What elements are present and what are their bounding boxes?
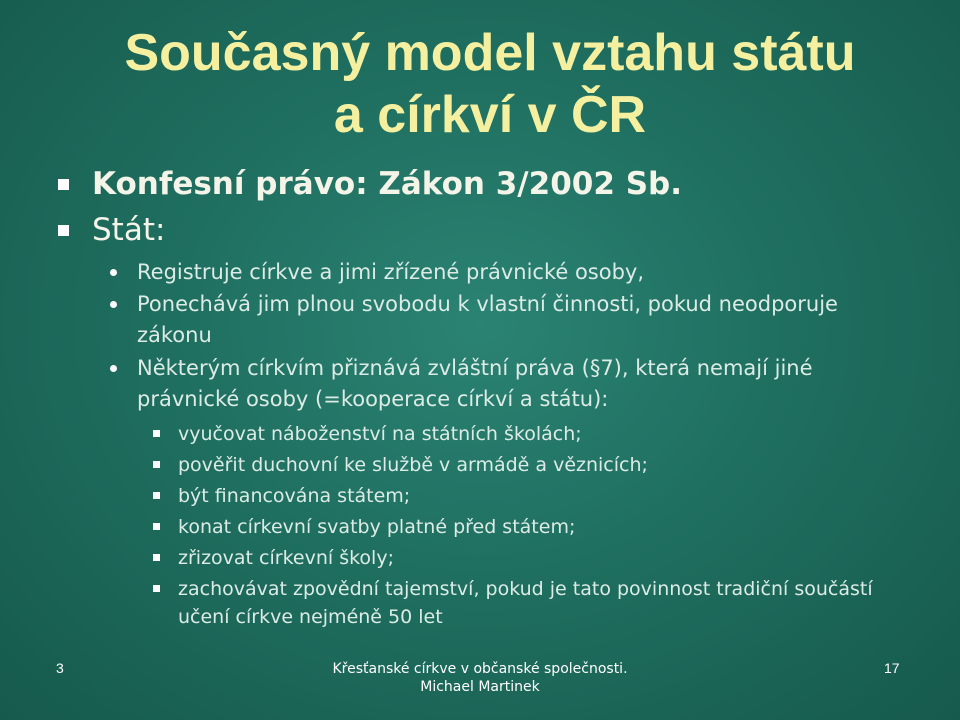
footer-caption-line-1: Křesťanské církve v občanské společnosti. [332,661,628,677]
bullet-konfesni-pravo [58,166,682,202]
slide-title [60,22,920,146]
sub-sub-bullet-text: pověřit duchovní ke službě v armádě a věznicích; [178,454,648,476]
square-bullet-icon [58,179,69,190]
sub-bullet-text: Registruje církve a jimi zřízené právnické osoby, [137,260,645,284]
square-bullet-icon [58,225,69,236]
square-bullet-icon [153,430,160,437]
sub-sub-bullet-text: konat církevní svatby platné před státem; [178,516,576,538]
title-line-1: Současný model vztahu státu [124,24,856,82]
title-line-2: a církví v ČR [333,86,647,144]
bullet-stat [58,212,165,248]
square-bullet-icon [153,554,160,561]
square-bullet-icon [153,461,160,468]
footer-caption-line-2: Michael Martinek [420,679,540,695]
sub-sub-bullet-skoly [153,544,913,572]
sub-sub-bullet-text: zřizovat církevní školy; [178,547,394,569]
sub-sub-bullet-text: být financována státem; [178,485,411,507]
round-bullet-icon [110,301,117,308]
square-bullet-icon [153,492,160,499]
sub-sub-bullet-financovana [153,482,913,510]
sub-bullet-text: Ponechává jim plnou svobodu k vlastní činnosti, pokud neodporuje zákonu [137,292,838,347]
sub-bullet-ponechava [110,289,910,351]
bullet-text: Konfesní právo: Zákon 3/2002 Sb. [92,166,682,202]
bullet-text: Stát: [92,212,166,248]
sub-bullet-nekterym [110,353,910,415]
sub-sub-bullet-vyucovat [153,420,913,448]
square-bullet-icon [153,523,160,530]
sub-sub-bullet-poverit [153,451,913,479]
sub-sub-bullet-text: vyučovat náboženství na státních školách; [178,423,582,445]
sub-sub-bullet-svatby [153,513,913,541]
sub-bullet-registruje [110,257,910,288]
footer-caption [280,660,680,696]
sub-bullet-text: Některým církvím přiznává zvláštní práva (§7), která nemají jiné právnické osoby (=kooperace církví a státu): [137,356,813,411]
sub-sub-bullet-zpovedni [153,575,913,631]
round-bullet-icon [110,365,117,372]
round-bullet-icon [110,269,117,276]
square-bullet-icon [153,585,160,592]
sub-sub-bullet-text: zachovávat zpovědní tajemství, pokud je tato povinnost tradiční součástí učení církve nejméně 50 let [178,578,873,628]
footer-page-number: 17 [884,660,900,676]
footer-slide-number: 3 [56,660,64,676]
